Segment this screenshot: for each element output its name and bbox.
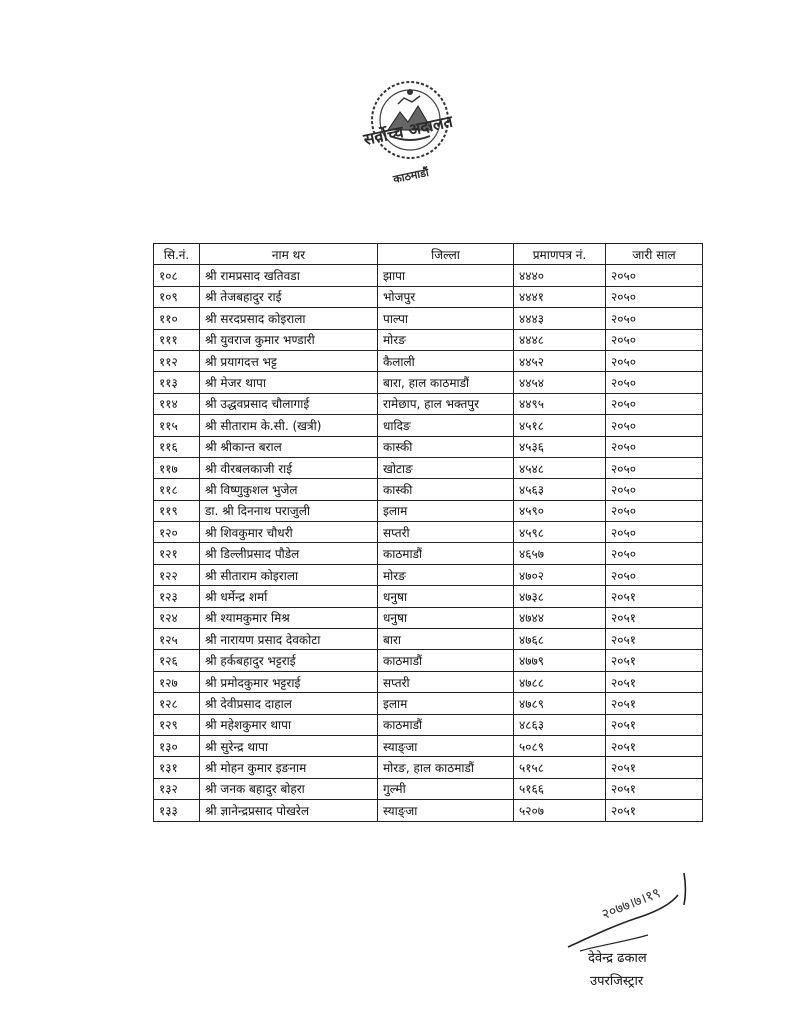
issue-year-cell: २०५० <box>606 479 703 500</box>
district-cell: झापा <box>378 265 514 286</box>
serial-number-cell: ११७ <box>154 457 200 478</box>
district-cell: स्याङ्जा <box>378 800 514 821</box>
court-name: सर्वोच्च अदालत <box>361 111 455 150</box>
certificate-number-cell: ४४४८ <box>514 329 606 350</box>
table-row <box>154 757 703 778</box>
name-cell: श्री हर्कबहादुर भट्टराई <box>200 650 378 671</box>
name-cell: श्री ज्ञानेन्द्रप्रसाद पोखरेल <box>200 800 378 821</box>
serial-number-cell: १२९ <box>154 714 200 735</box>
serial-number-cell: १०८ <box>154 265 200 286</box>
issue-year-cell: २०५० <box>606 543 703 564</box>
issue-year-cell: २०५१ <box>606 586 703 607</box>
certificate-number-cell: ४४४१ <box>514 286 606 307</box>
name-cell: श्री मोहन कुमार इङनाम <box>200 757 378 778</box>
name-cell: श्री प्रयागदत्त भट्ट <box>200 350 378 371</box>
district-cell: इलाम <box>378 693 514 714</box>
serial-number-cell: ११९ <box>154 500 200 521</box>
district-cell: कास्की <box>378 436 514 457</box>
serial-number-cell: १२३ <box>154 586 200 607</box>
issue-year-cell: २०५१ <box>606 650 703 671</box>
table-body <box>154 265 703 821</box>
name-cell: श्री श्यामकुमार मिश्र <box>200 607 378 628</box>
issue-year-cell: २०५० <box>606 286 703 307</box>
certificate-number-cell: ४५९० <box>514 500 606 521</box>
certificate-number-cell: ५२०७ <box>514 800 606 821</box>
table-header-row <box>154 244 703 265</box>
name-cell: श्री सुरेन्द्र थापा <box>200 735 378 756</box>
name-cell: श्री युवराज कुमार भण्डारी <box>200 329 378 350</box>
issue-year-cell: २०५१ <box>606 778 703 799</box>
table-row <box>154 522 703 543</box>
district-cell: कैलाली <box>378 350 514 371</box>
certificate-number-cell: ४५१८ <box>514 415 606 436</box>
name-cell: श्री सीताराम कोइराला <box>200 564 378 585</box>
district-cell: काठमाडौं <box>378 714 514 735</box>
district-cell: भोजपुर <box>378 286 514 307</box>
serial-number-cell: १२२ <box>154 564 200 585</box>
court-city: काठमाडौं <box>392 165 430 187</box>
table-row <box>154 543 703 564</box>
serial-number-cell: १३१ <box>154 757 200 778</box>
serial-number-cell: १२८ <box>154 693 200 714</box>
table-row <box>154 415 703 436</box>
table-row <box>154 671 703 692</box>
district-cell: इलाम <box>378 500 514 521</box>
issue-year-cell: २०५० <box>606 329 703 350</box>
serial-number-cell: १३० <box>154 735 200 756</box>
issue-year-cell: २०५० <box>606 522 703 543</box>
signatory-title: उपरजिस्ट्रार <box>590 974 644 989</box>
name-cell: श्री सरदप्रसाद कोइराला <box>200 308 378 329</box>
name-cell: श्री तेजबहादुर राई <box>200 286 378 307</box>
table-row <box>154 714 703 735</box>
certificate-number-cell: ४५३६ <box>514 436 606 457</box>
name-cell: श्री शिवकुमार चौधरी <box>200 522 378 543</box>
district-cell: धनुषा <box>378 586 514 607</box>
name-cell: श्री देवीप्रसाद दाहाल <box>200 693 378 714</box>
name-cell: श्री धर्मेन्द्र शर्मा <box>200 586 378 607</box>
serial-number-cell: ११० <box>154 308 200 329</box>
table-row <box>154 265 703 286</box>
name-cell: श्री नारायण प्रसाद देवकोटा <box>200 629 378 650</box>
serial-number-cell: १२६ <box>154 650 200 671</box>
district-cell: बारा <box>378 629 514 650</box>
issue-year-cell: २०५१ <box>606 671 703 692</box>
certificate-number-cell: ४७८९ <box>514 693 606 714</box>
certificate-number-cell: ४४४३ <box>514 308 606 329</box>
serial-number-cell: १२१ <box>154 543 200 564</box>
signatory-name: देवेन्द्र ढकाल <box>588 951 647 966</box>
certificate-number-cell: ४६५७ <box>514 543 606 564</box>
column-header-issue-year: जारी साल <box>606 244 703 265</box>
district-cell: गुल्मी <box>378 778 514 799</box>
issue-year-cell: २०५० <box>606 436 703 457</box>
table-row <box>154 457 703 478</box>
district-cell: रामेछाप, हाल भक्तपुर <box>378 393 514 414</box>
table-row <box>154 735 703 756</box>
serial-number-cell: ११५ <box>154 415 200 436</box>
name-cell: श्री उद्धवप्रसाद चौलागाई <box>200 393 378 414</box>
name-cell: श्री सीताराम के.सी. (खत्री) <box>200 415 378 436</box>
table-row <box>154 693 703 714</box>
district-cell: काठमाडौं <box>378 650 514 671</box>
certificate-number-cell: ४५४८ <box>514 457 606 478</box>
name-cell: श्री डिल्लीप्रसाद पौडेल <box>200 543 378 564</box>
column-header-certificate-no: प्रमाणपत्र नं. <box>514 244 606 265</box>
issue-year-cell: २०५१ <box>606 757 703 778</box>
certificate-number-cell: ४७४४ <box>514 607 606 628</box>
name-cell: श्री श्रीकान्त बराल <box>200 436 378 457</box>
serial-number-cell: ११२ <box>154 350 200 371</box>
table-row <box>154 372 703 393</box>
name-cell: श्री विष्णुकुशल भुजेल <box>200 479 378 500</box>
certificate-number-cell: ५०८९ <box>514 735 606 756</box>
certificate-number-cell: ४७७९ <box>514 650 606 671</box>
table-row <box>154 308 703 329</box>
table-row <box>154 650 703 671</box>
issue-year-cell: २०५१ <box>606 629 703 650</box>
serial-number-cell: १३२ <box>154 778 200 799</box>
issue-year-cell: २०५१ <box>606 735 703 756</box>
table-row <box>154 393 703 414</box>
issue-year-cell: २०५० <box>606 350 703 371</box>
issue-year-cell: २०५१ <box>606 607 703 628</box>
district-cell: कास्की <box>378 479 514 500</box>
issue-year-cell: २०५० <box>606 393 703 414</box>
certificate-number-cell: ४७६८ <box>514 629 606 650</box>
certificate-number-cell: ४४५४ <box>514 372 606 393</box>
column-header-name: नाम थर <box>200 244 378 265</box>
certificate-number-cell: ४४५२ <box>514 350 606 371</box>
issue-year-cell: २०५० <box>606 564 703 585</box>
certificate-number-cell: ५१६६ <box>514 778 606 799</box>
certificate-number-cell: ४८६३ <box>514 714 606 735</box>
name-cell: श्री महेशकुमार थापा <box>200 714 378 735</box>
signature-date: २०७७।७।१९ <box>599 885 663 924</box>
column-header-district: जिल्ला <box>378 244 514 265</box>
district-cell: सप्तरी <box>378 671 514 692</box>
district-cell: मोरङ, हाल काठमाडौं <box>378 757 514 778</box>
issue-year-cell: २०५० <box>606 500 703 521</box>
table-row <box>154 586 703 607</box>
issue-year-cell: २०५० <box>606 265 703 286</box>
certificate-number-cell: ४४४० <box>514 265 606 286</box>
district-cell: पाल्पा <box>378 308 514 329</box>
district-cell: बारा, हाल काठमाडौं <box>378 372 514 393</box>
serial-number-cell: १११ <box>154 329 200 350</box>
district-cell: धादिङ <box>378 415 514 436</box>
name-cell: श्री वीरबलकाजी राई <box>200 457 378 478</box>
table-row <box>154 629 703 650</box>
certificate-number-cell: ४७०२ <box>514 564 606 585</box>
table-row <box>154 564 703 585</box>
serial-number-cell: १२७ <box>154 671 200 692</box>
table-row <box>154 436 703 457</box>
certificate-number-cell: ४५६३ <box>514 479 606 500</box>
serial-number-cell: ११४ <box>154 393 200 414</box>
table-row <box>154 479 703 500</box>
table-row <box>154 350 703 371</box>
certificate-number-cell: ४७३८ <box>514 586 606 607</box>
serial-number-cell: १३३ <box>154 800 200 821</box>
serial-number-cell: १०९ <box>154 286 200 307</box>
district-cell: मोरङ <box>378 564 514 585</box>
issue-year-cell: २०५० <box>606 415 703 436</box>
issue-year-cell: २०५१ <box>606 693 703 714</box>
serial-number-cell: ११८ <box>154 479 200 500</box>
name-cell: श्री प्रमोदकुमार भट्टराई <box>200 671 378 692</box>
district-cell: मोरङ <box>378 329 514 350</box>
serial-number-cell: ११६ <box>154 436 200 457</box>
table-row <box>154 778 703 799</box>
table-row <box>154 500 703 521</box>
table-row <box>154 286 703 307</box>
name-cell: श्री मेजर थापा <box>200 372 378 393</box>
name-cell: श्री रामप्रसाद खतिवडा <box>200 265 378 286</box>
issue-year-cell: २०५१ <box>606 800 703 821</box>
district-cell: स्याङ्जा <box>378 735 514 756</box>
certificate-number-cell: ४४९५ <box>514 393 606 414</box>
issue-year-cell: २०५० <box>606 457 703 478</box>
certificate-table <box>153 243 703 822</box>
serial-number-cell: १२० <box>154 522 200 543</box>
serial-number-cell: १२५ <box>154 629 200 650</box>
issue-year-cell: २०५० <box>606 308 703 329</box>
table-row <box>154 607 703 628</box>
table-row <box>154 329 703 350</box>
name-cell: श्री जनक बहादुर बोहरा <box>200 778 378 799</box>
column-header-serial: सि.नं. <box>154 244 200 265</box>
serial-number-cell: १२४ <box>154 607 200 628</box>
district-cell: धनुषा <box>378 607 514 628</box>
serial-number-cell: ११३ <box>154 372 200 393</box>
district-cell: सप्तरी <box>378 522 514 543</box>
certificate-number-cell: ४५९८ <box>514 522 606 543</box>
name-cell: डा. श्री दिननाथ पराजुली <box>200 500 378 521</box>
certificate-number-cell: ५१५८ <box>514 757 606 778</box>
issue-year-cell: २०५१ <box>606 714 703 735</box>
district-cell: खोटाङ <box>378 457 514 478</box>
table-row <box>154 800 703 821</box>
district-cell: काठमाडौं <box>378 543 514 564</box>
certificate-number-cell: ४७८८ <box>514 671 606 692</box>
issue-year-cell: २०५० <box>606 372 703 393</box>
